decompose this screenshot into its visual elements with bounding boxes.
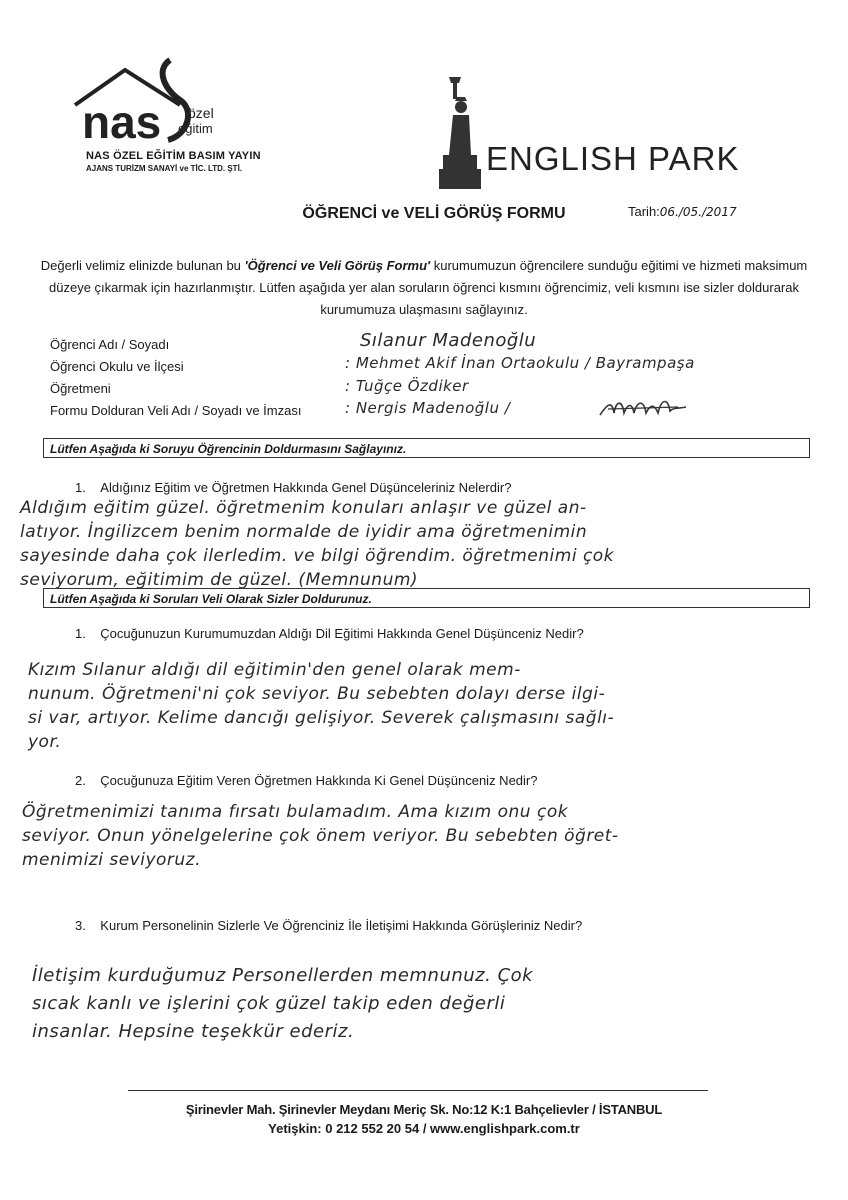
student-name-label: Öğrenci Adı / Soyadı [50, 337, 170, 352]
answer-line: seviyorum, eğitimim de güzel. (Memnunum) [20, 570, 419, 590]
answer-line: insanlar. Hepsine teşekkür ederiz. [32, 1021, 355, 1042]
answer-line: sayesinde daha çok ilerledim. ve bilgi öğrendim. öğretmenimi çok [20, 546, 615, 566]
student-answer-1 [20, 496, 820, 592]
school-label: Öğrenci Okulu ve İlçesi [50, 359, 184, 374]
form-date [628, 204, 737, 219]
nas-tag-ozel: özel [188, 105, 214, 121]
parent-answer-1 [28, 658, 828, 754]
footer-divider [128, 1090, 708, 1091]
question-number: 1. [75, 626, 86, 641]
intro-text-1: Değerli velimiz elinizde bulunan bu [40, 258, 245, 273]
nas-company-name: NAS ÖZEL EĞİTİM BASIM YAYIN [86, 150, 261, 162]
statue-of-liberty-icon [425, 75, 485, 190]
answer-line: yor. [28, 732, 62, 752]
answer-line: menimizi seviyoruz. [22, 850, 202, 870]
school-value: : Mehmet Akif İnan Ortaokulu / Bayrampaşa [345, 354, 695, 372]
footer-contact: Yetişkin: 0 212 552 20 54 / www.englishpark.com.tr [268, 1121, 580, 1136]
answer-line: İletişim kurduğumuz Personellerden memnunuz. Çok [32, 965, 534, 986]
question-text: Aldığınız Eğitim ve Öğretmen Hakkında Genel Düşünceleriniz Nelerdir? [100, 480, 512, 495]
parent-question-3 [75, 918, 582, 933]
teacher-label: Öğretmeni [50, 381, 111, 396]
parent-question-2 [75, 773, 537, 788]
question-number: 3. [75, 918, 86, 933]
answer-line: latıyor. İngilizcem benim normalde de iyidir ama öğretmenimin [20, 522, 588, 542]
parent-answer-2 [22, 800, 822, 872]
student-instruction-box: Lütfen Aşağıda ki Soruyu Öğrencinin Doldurmasını Sağlayınız. [43, 438, 810, 458]
nas-company-subtitle: AJANS TURİZM SANAYİ ve TİC. LTD. ŞTİ. [86, 164, 243, 173]
answer-line: sıcak kanlı ve işlerini çok güzel takip eden değerli [32, 993, 506, 1014]
answer-line: si var, artıyor. Kelime dancığı gelişiyor. Severek çalışmasını sağlı- [28, 708, 615, 728]
parent-question-1 [75, 626, 584, 641]
english-park-logo-text: ENGLISH PARK [486, 140, 740, 177]
form-title: ÖĞRENCİ ve VELİ GÖRÜŞ FORMU [302, 205, 566, 222]
signature [598, 393, 688, 428]
answer-line: Aldığım eğitim güzel. öğretmenim konuları anlaşır ve güzel an- [20, 498, 587, 518]
parent-answer-3 [32, 962, 832, 1046]
intro-text-2: kurumumuzun öğrencilere sunduğu eğitimi ve hizmeti maksimum düzeye çıkarmak için hazırlanmıştır. Lütfen aşağıda yer alan soruların öğrenci kısmını öğrencimiz, veli kısmını ise sizler doldurarak kurumumuza ulaşmasını sağlayınız. [49, 258, 808, 317]
parent-label: Formu Dolduran Veli Adı / Soyadı ve İmzası [50, 403, 302, 418]
answer-line: Kızım Sılanur aldığı dil eğitimin'den genel olarak mem- [28, 660, 521, 680]
intro-form-name: 'Öğrenci ve Veli Görüş Formu' [244, 258, 431, 273]
question-text: Kurum Personelinin Sizlerle Ve Öğrenciniz İle İletişimi Hakkında Görüşleriniz Nedir? [100, 918, 583, 933]
question-text: Çocuğunuza Eğitim Veren Öğretmen Hakkında Ki Genel Düşünceniz Nedir? [100, 773, 538, 788]
student-name-value: Sılanur Madenoğlu [360, 330, 537, 351]
question-number: 1. [75, 480, 86, 495]
question-number: 2. [75, 773, 86, 788]
nas-tag-egitim: eğitim [178, 121, 213, 136]
parent-value: : Nergis Madenoğlu / [345, 399, 511, 417]
answer-line: nunum. Öğretmeni'ni çok seviyor. Bu sebebten dolayı derse ilgi- [28, 684, 606, 704]
answer-line: Öğretmenimizi tanıma fırsatı bulamadım. Ama kızım onu çok [22, 802, 569, 822]
answer-line: seviyor. Onun yönelgelerine çok önem veriyor. Bu sebebten öğret- [22, 826, 619, 846]
date-value: 06./05./2017 [659, 205, 737, 219]
parent-instruction-box: Lütfen Aşağıda ki Soruları Veli Olarak Sizler Doldurunuz. [43, 588, 810, 608]
nas-wordmark: nas [82, 96, 162, 148]
date-label: Tarih: [628, 204, 660, 219]
student-question-1 [75, 480, 511, 495]
teacher-value: : Tuğçe Özdiker [345, 377, 469, 395]
question-text: Çocuğunuzun Kurumumuzdan Aldığı Dil Eğitimi Hakkında Genel Düşünceniz Nedir? [100, 626, 584, 641]
intro-paragraph [40, 255, 808, 321]
footer-address: Şirinevler Mah. Şirinevler Meydanı Meriç Sk. No:12 K:1 Bahçelievler / İSTANBUL [185, 1102, 663, 1117]
